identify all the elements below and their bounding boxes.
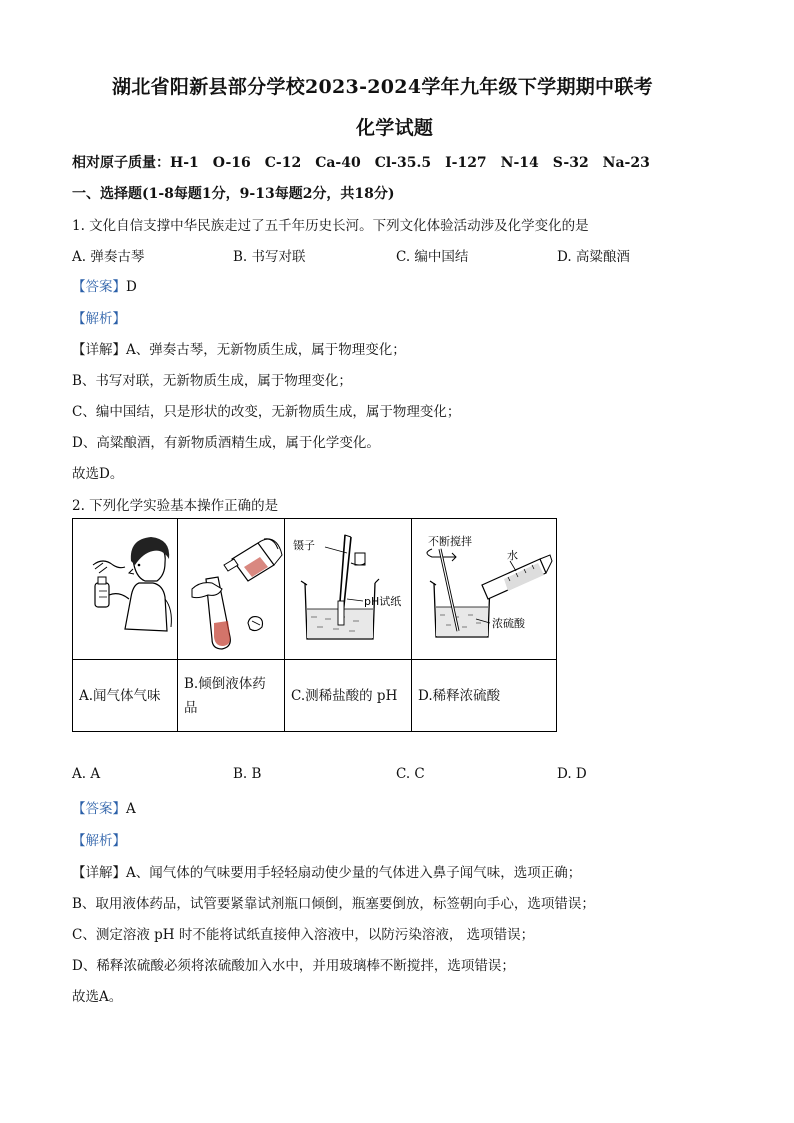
label-tweezers: 镊子 xyxy=(293,539,315,552)
q2-answer-label: 【答案】 xyxy=(72,801,126,817)
q1-detail-4: D、高粱酿酒，有新物质酒精生成，属于化学变化。 xyxy=(72,435,380,451)
section-heading: 一、选择题(1-8每题1分，9-13每题2分，共18分) xyxy=(72,186,395,202)
caption-b-line2: 品 xyxy=(184,699,198,716)
q2-detail-5: 故选A。 xyxy=(72,989,123,1005)
q1-detail-1: 【详解】A、弹奏古琴，无新物质生成，属于物理变化； xyxy=(72,342,406,358)
ph-test-illustration xyxy=(285,519,411,655)
q2-answer xyxy=(72,797,136,817)
q1-option-a: A. 弹奏古琴 xyxy=(72,249,145,265)
figure-b-cell xyxy=(178,519,285,660)
q2-figure-table xyxy=(72,518,557,732)
figure-a-cell xyxy=(73,519,178,660)
q2-analysis-label: 【解析】 xyxy=(72,833,126,849)
caption-a: A.闻气体气味 xyxy=(73,660,178,732)
q1-answer-value: D xyxy=(126,279,137,295)
page-title: 湖北省阳新县部分学校2023-2024学年九年级下学期期中联考 xyxy=(112,76,653,98)
caption-c: C.测稀盐酸的 pH xyxy=(285,660,412,732)
label-stirring: 不断搅拌 xyxy=(428,535,472,548)
q2-detail-3: C、测定溶液 pH 时不能将试纸直接伸入溶液中，以防污染溶液， 选项错误； xyxy=(72,927,535,943)
label-ph-paper: pH试纸 xyxy=(364,595,402,608)
q1-option-c: C. 编中国结 xyxy=(396,249,469,265)
q2-detail-1: 【详解】A、闻气体的气味要用手轻轻扇动使少量的气体进入鼻子闻气味，选项正确； xyxy=(72,865,582,881)
q1-answer xyxy=(72,275,137,295)
pour-liquid-illustration xyxy=(178,519,284,655)
caption-d: D.稀释浓硫酸 xyxy=(412,660,557,732)
q2-detail-2: B、取用液体药品，试管要紧靠试剂瓶口倾倒，瓶塞要倒放，标签朝向手心，选项错误； xyxy=(72,896,595,912)
caption-b xyxy=(178,660,285,732)
q2-detail-4: D、稀释浓硫酸必须将浓硫酸加入水中，并用玻璃棒不断搅拌，选项错误； xyxy=(72,958,515,974)
q2-option-d: D. D xyxy=(557,766,587,782)
atomic-masses: 相对原子质量：H-1 O-16 C-12 Ca-40 Cl-35.5 I-127 N-14 S-32 Na-23 xyxy=(72,155,650,171)
q1-option-d: D. 高粱酿酒 xyxy=(557,249,630,265)
q1-option-b: B. 书写对联 xyxy=(233,249,306,265)
q2-option-a: A. A xyxy=(72,766,101,782)
q1-detail-5: 故选D。 xyxy=(72,466,124,482)
figure-d-cell xyxy=(412,519,557,660)
q1-analysis-label: 【解析】 xyxy=(72,311,126,327)
figure-c-cell xyxy=(285,519,412,660)
q1-detail-2: B、书写对联，无新物质生成，属于物理变化； xyxy=(72,373,352,389)
smell-gas-illustration xyxy=(73,519,177,655)
dilute-acid-illustration xyxy=(412,519,556,655)
q2-option-c: C. C xyxy=(396,766,425,782)
label-water: 水 xyxy=(507,549,518,562)
q2-option-b: B. B xyxy=(233,766,262,782)
q2-stem: 2. 下列化学实验基本操作正确的是 xyxy=(72,498,279,514)
caption-b-line1: B.倾倒液体药 xyxy=(184,675,266,692)
q2-answer-value: A xyxy=(126,801,136,817)
q1-stem: 1. 文化自信支撑中华民族走过了五千年历史长河。下列文化体验活动涉及化学变化的是 xyxy=(72,218,589,234)
q1-detail-3: C、编中国结，只是形状的改变，无新物质生成，属于物理变化； xyxy=(72,404,461,420)
q1-answer-label: 【答案】 xyxy=(72,279,126,295)
label-acid: 浓硫酸 xyxy=(492,617,525,630)
page-subtitle: 化学试题 xyxy=(356,117,434,139)
